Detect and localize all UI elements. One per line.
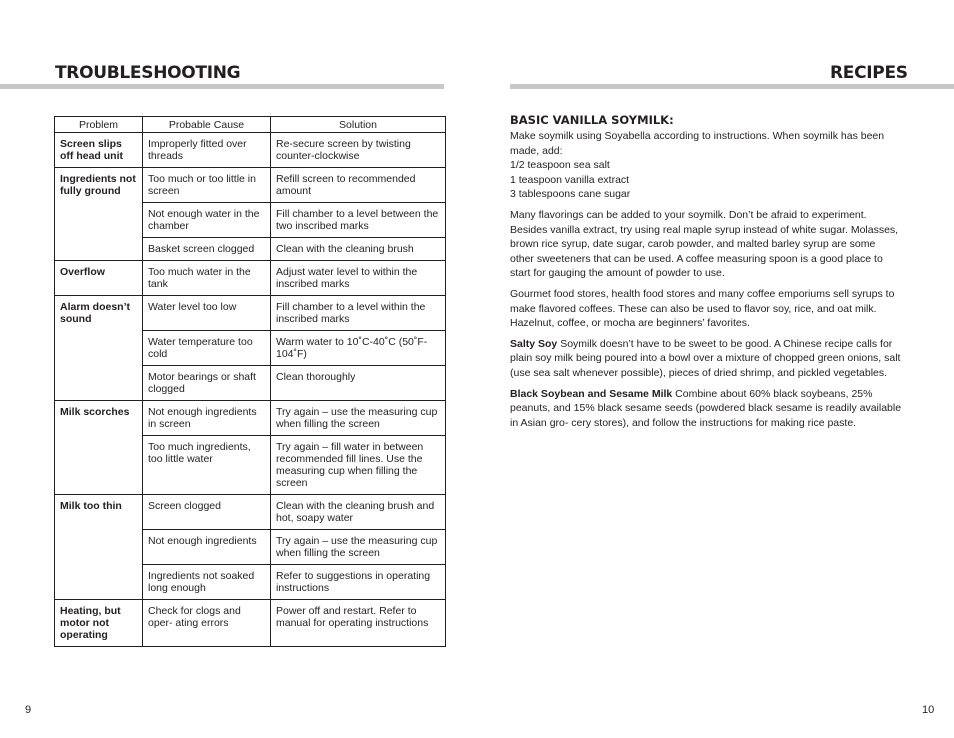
solution-cell: Refill screen to recommended amount (271, 168, 446, 203)
cause-cell: Water temperature too cold (143, 331, 271, 366)
recipe-title: BASIC VANILLA SOYMILK: (510, 113, 674, 127)
ingredient-item: 3 tablespoons cane sugar (510, 188, 631, 201)
left-heading-rule (0, 84, 444, 89)
problem-cell: Heating, but motor not operating (55, 600, 143, 647)
troubleshooting-heading: TROUBLESHOOTING (55, 63, 241, 83)
cause-cell: Not enough ingredients (143, 530, 271, 565)
table-row (55, 495, 446, 530)
cause-cell: Too much ingredients, too little water (143, 436, 271, 495)
recipes-section (510, 113, 902, 436)
black-soybean-title: Black Soybean and Sesame Milk (510, 387, 673, 400)
problem-cell: Alarm doesn’t sound (55, 296, 143, 401)
problem-cell: Milk scorches (55, 401, 143, 495)
solution-cell: Re-secure screen by twisting counter-clockwise (271, 133, 446, 168)
cause-cell: Basket screen clogged (143, 238, 271, 261)
gourmet-paragraph: Gourmet food stores, health food stores and many coffee emporiums sell syrups to make flavored coffees. These can also be used to flavor soy, rice, and oat milk. Hazelnut, coffee, or mocha are beginners’ favorites. (510, 287, 895, 330)
cause-cell: Motor bearings or shaft clogged (143, 366, 271, 401)
cause-cell: Not enough ingredients in screen (143, 401, 271, 436)
salty-soy-title: Salty Soy (510, 337, 558, 350)
salty-soy-paragraph (510, 337, 902, 381)
solution-cell: Fill chamber to a level within the inscribed marks (271, 296, 446, 331)
problem-cell: Screen slips off head unit (55, 133, 143, 168)
cause-cell: Check for clogs and oper- ating errors (143, 600, 271, 647)
recipe-intro: Make soymilk using Soyabella according to instructions. When soymilk has been made, add: (510, 130, 885, 157)
solution-cell: Try again – fill water in between recommended fill lines. Use the measuring cup when filling the screen (271, 436, 446, 495)
column-header-probable-cause: Probable Cause (143, 117, 271, 133)
table-row (55, 600, 446, 647)
flavorings-paragraph: Many flavorings can be added to your soymilk. Don’t be afraid to experiment. Besides vanilla extract, try using real maple syrup instead of white sugar. Molasses, brown rice syrup, date sugar, carob powder, and malted barley syrup are some other sweeteners that can be used. A coffee measuring spoon is a good place to start for gauging the amount of powder to use. (510, 208, 899, 280)
troubleshooting-table (54, 116, 446, 647)
ingredient-list (510, 158, 902, 202)
problem-cell: Ingredients not fully ground (55, 168, 143, 261)
problem-cell: Overflow (55, 261, 143, 296)
table-row (55, 261, 446, 296)
table-row (55, 133, 446, 168)
cause-cell: Ingredients not soaked long enough (143, 565, 271, 600)
cause-cell: Not enough water in the chamber (143, 203, 271, 238)
ingredient-item: 1 teaspoon vanilla extract (510, 173, 630, 186)
right-heading-rule (510, 84, 954, 89)
table-header-row (55, 117, 446, 133)
black-soybean-text: Combine about 60% black soybeans, 25% peanuts, and 15% black sesame seeds (powdered black sesame is readily available in Asian gro- cery stores), and follow the instructions for making rice paste. (510, 387, 902, 429)
page-number-left: 9 (25, 704, 32, 716)
solution-cell: Clean with the cleaning brush (271, 238, 446, 261)
cause-cell: Screen clogged (143, 495, 271, 530)
table-row (55, 296, 446, 331)
solution-cell: Try again – use the measuring cup when filling the screen (271, 401, 446, 436)
solution-cell: Adjust water level to within the inscribed marks (271, 261, 446, 296)
ingredient-item: 1/2 teaspoon sea salt (510, 159, 610, 172)
problem-cell: Milk too thin (55, 495, 143, 600)
column-header-problem: Problem (55, 117, 143, 133)
cause-cell: Too much water in the tank (143, 261, 271, 296)
page-number-right: 10 (922, 704, 935, 716)
salty-soy-text: Soymilk doesn’t have to be sweet to be good. A Chinese recipe calls for plain soy milk being poured into a bowl over a mixture of chopped green onions, salt (use sea salt whenever possible), pieces of dried shrimp, and pickled vegetables. (510, 337, 901, 379)
cause-cell: Improperly fitted over threads (143, 133, 271, 168)
cause-cell: Too much or too little in screen (143, 168, 271, 203)
solution-cell: Fill chamber to a level between the two inscribed marks (271, 203, 446, 238)
solution-cell: Try again – use the measuring cup when filling the screen (271, 530, 446, 565)
cause-cell: Water level too low (143, 296, 271, 331)
table-row (55, 401, 446, 436)
solution-cell: Clean with the cleaning brush and hot, soapy water (271, 495, 446, 530)
solution-cell: Clean thoroughly (271, 366, 446, 401)
solution-cell: Warm water to 10˚C-40˚C (50˚F-104˚F) (271, 331, 446, 366)
solution-cell: Power off and restart. Refer to manual for operating instructions (271, 600, 446, 647)
recipes-heading: RECIPES (830, 63, 908, 83)
black-soybean-paragraph (510, 387, 902, 431)
solution-cell: Refer to suggestions in operating instructions (271, 565, 446, 600)
column-header-solution: Solution (271, 117, 446, 133)
table-row (55, 168, 446, 203)
